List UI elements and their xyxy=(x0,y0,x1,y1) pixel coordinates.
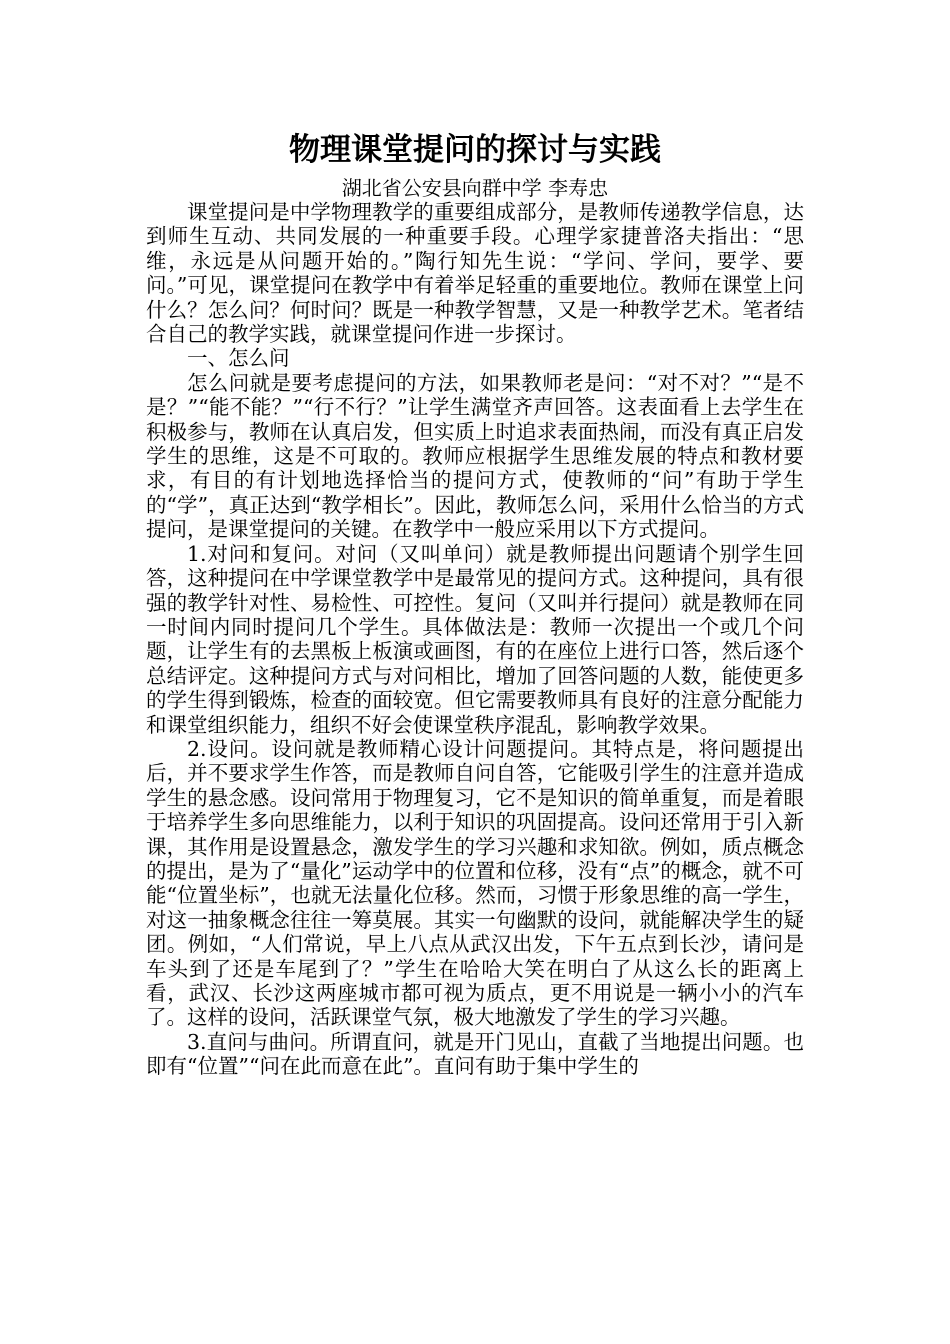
section-heading-how-to-ask: 一、怎么问 xyxy=(187,346,290,371)
paragraph-method-1: 1.对问和复问。对问（又叫单问）就是教师提出问题请个别学生回答，这种提问在中学课堂教学中是最常见的提问方式。这种提问，具有很强的教学针对性、易检性、可控性。复问（又叫并行提问）就是教师在同一时间内同时提问几个学生。具体做法是：教师一次提出一个或几个问题，让学生有的去黑板上板演或画图，有的在座位上进行口答，然后逐个总结评定。这种提问方式与对问相比，增加了回答问题的人数，能使更多的学生得到锻炼，检查的面较宽。但它需要教师具有良好的注意分配能力和课堂组织能力，组织不好会使课堂秩序混乱，影响教学效果。 xyxy=(146,541,804,737)
paragraph-method-3: 3.直问与曲问。所谓直问，就是开门见山，直截了当地提出问题。也即有“位置”“问在此而意在此”。直问有助于集中学生的 xyxy=(146,1029,804,1079)
document-title: 物理课堂提问的探讨与实践 xyxy=(289,132,661,168)
author-line: 湖北省公安县向群中学 李寿忠 xyxy=(341,176,609,200)
paragraph-how-to-ask: 怎么问就是要考虑提问的方法，如果教师老是问：“对不对？”“是不是？”“能不能？”“行不行？”让学生满堂齐声回答。这表面看上去学生在积极参与，教师在认真启发，但实质上时追求表面热闹，而没有真正启发学生的思维，这是不可取的。教师应根据学生思维发展的特点和教材要求，有目的有计划地选择恰当的提问方式，使教师的“问”有助于学生的“学”，真正达到“教学相长”。因此，教师怎么问，采用什么恰当的方式提问，是课堂提问的关键。在教学中一般应采用以下方式提问。 xyxy=(146,370,804,542)
paragraph-intro: 课堂提问是中学物理教学的重要组成部分，是教师传递教学信息，达到师生互动、共同发展的一种重要手段。心理学家捷普洛夫指出：“思维，永远是从问题开始的。”陶行知先生说：“学问、学问，要学、要问。”可见，课堂提问在教学中有着举足轻重的重要地位。教师在课堂上问什么？怎么问？何时问？既是一种教学智慧，又是一种教学艺术。笔者结合自己的教学实践，就课堂提问作进一步探讨。 xyxy=(146,200,804,347)
paragraph-method-2: 2.设问。设问就是教师精心设计问题提问。其特点是，将问题提出后，并不要求学生作答，而是教师自问自答，它能吸引学生的注意并造成学生的悬念感。设问常用于物理复习，它不是知识的简单重复，而是着眼于培养学生多向思维能力，以利于知识的巩固提高。设问还常用于引入新课，其作用是设置悬念，激发学生的学习兴趣和求知欲。例如，质点概念的提出，是为了“量化”运动学中的位置和位移，没有“点”的概念，就不可能“位置坐标”，也就无法量化位移。然而，习惯于形象思维的高一学生，对这一抽象概念往往一筹莫展。其实一句幽默的设问，就能解决学生的疑团。例如，“人们常说，早上八点从武汉出发，下午五点到长沙，请问是车头到了还是车尾到了？”学生在哈哈大笑在明白了从这么长的距离上看，武汉、长沙这两座城市都可视为质点，更不用说是一辆小小的汽车了。这样的设问，活跃课堂气氛，极大地激发了学生的学习兴趣。 xyxy=(146,736,804,1030)
document-page xyxy=(146,124,804,1079)
